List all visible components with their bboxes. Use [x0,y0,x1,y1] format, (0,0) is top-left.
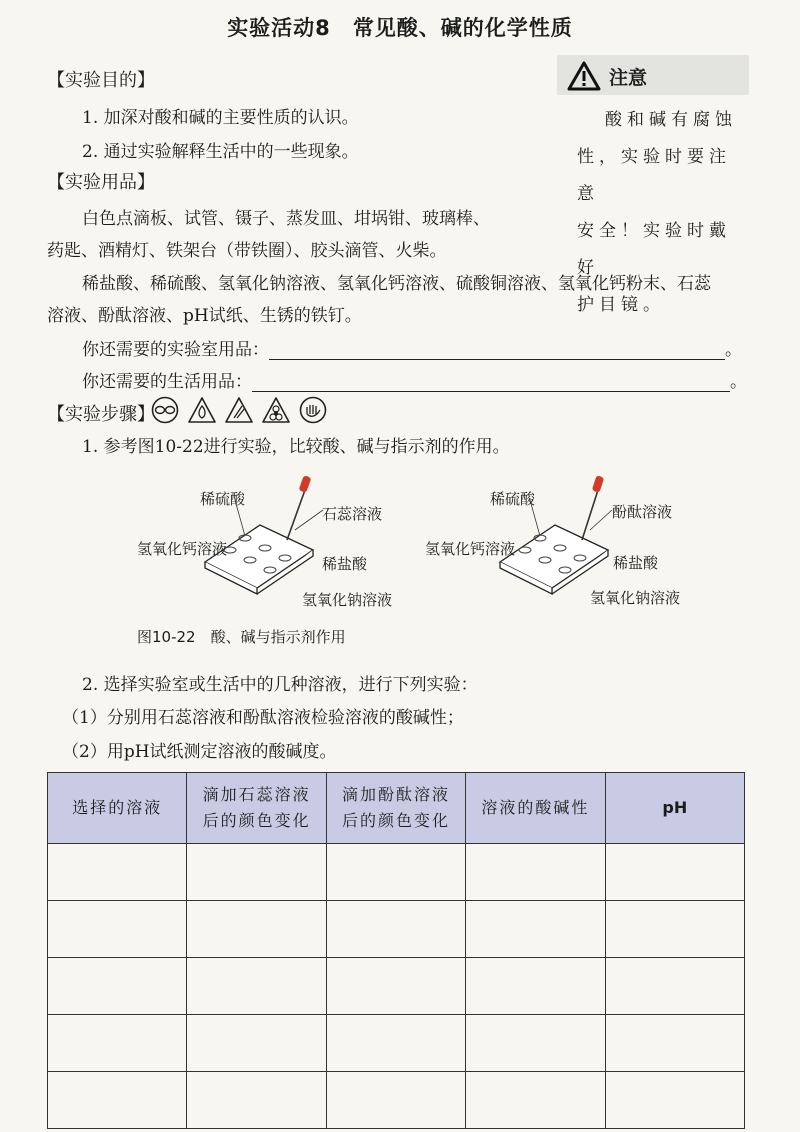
notice-header [557,55,749,95]
goggles-icon [150,396,180,428]
hand-wash-icon [298,396,328,428]
table-cell[interactable] [605,958,744,1015]
supplies-line-2: 药匙、酒精灯、铁架台（带铁圈）、胶头滴管、火柴。 [47,241,447,261]
hazard-icon [261,396,291,428]
col-header-ph: pH [605,773,744,844]
table-cell[interactable] [48,844,187,901]
table-header-row [48,773,745,844]
table-cell[interactable] [187,844,326,901]
page-title [0,12,800,42]
table-cell[interactable] [326,844,465,901]
fig-left-label-c: 氢氧化钙溶液 [137,540,228,558]
fig-right-label-d: 稀盐酸 [613,554,659,572]
supplies-line-1: 白色点滴板、试管、镊子、蒸发皿、坩埚钳、玻璃棒、 [82,209,490,229]
activity-topic: 常见酸、碱的化学性质 [352,16,573,40]
figure-caption: 图10-22 酸、碱与指示剂作用 [137,628,346,646]
step-2-sub-1: （1）分别用石蕊溶液和酚酞溶液检验溶液的酸碱性； [62,708,464,728]
table-row [48,1072,745,1129]
fig-right-label-a: 稀硫酸 [490,490,536,508]
table-cell[interactable] [187,958,326,1015]
table-cell[interactable] [48,1072,187,1129]
notice-line-3: 安全！实验时戴好 [577,221,731,278]
need-life-row [82,367,747,392]
col-header-acidity: 溶液的酸碱性 [466,773,605,844]
table-row [48,901,745,958]
warning-icon [567,61,601,96]
step-2: 2. 选择实验室或生活中的几种溶液，进行下列实验： [82,675,478,695]
fig-left-label-d: 稀盐酸 [322,555,368,573]
table-cell[interactable] [466,844,605,901]
supplies-line-3: 稀盐酸、稀硫酸、氢氧化钠溶液、氢氧化钙溶液、硫酸铜溶液、氢氧化钙粉末、石蕊 [82,274,711,294]
notice-line-4: 护目镜。 [577,295,665,315]
table-row [48,844,745,901]
need-life-label: 你还需要的生活用品： [82,372,252,392]
table-cell[interactable] [187,1072,326,1129]
table-cell[interactable] [187,901,326,958]
need-lab-end: 。 [725,340,742,360]
table-cell[interactable] [48,901,187,958]
col-header-solution: 选择的溶液 [48,773,187,844]
table-cell[interactable] [466,958,605,1015]
table-cell[interactable] [326,901,465,958]
notice-body [577,102,747,324]
supplies-line-4: 溶液、酚酞溶液、pH试纸、生锈的铁钉。 [47,306,362,326]
table-cell[interactable] [605,844,744,901]
table-cell[interactable] [466,901,605,958]
steps-heading: 【实验步骤】 [47,404,155,425]
fig-left-label-a: 稀硫酸 [200,490,246,508]
need-life-end: 。 [730,372,747,392]
notice-label: 注意 [609,67,648,89]
record-table [47,772,745,1129]
table-cell[interactable] [466,1015,605,1072]
table-cell[interactable] [48,958,187,1015]
table-row [48,958,745,1015]
step-2-sub-2: （2）用pH试纸测定溶液的酸碱度。 [62,742,337,762]
supplies-heading: 【实验用品】 [47,172,155,193]
fig-right-label-c: 氢氧化钙溶液 [425,540,516,558]
table-cell[interactable] [187,1015,326,1072]
fig-left-label-e: 氢氧化钠溶液 [302,591,393,609]
table-cell[interactable] [326,958,465,1015]
heat-icon [224,396,254,428]
purpose-item-1: 1. 加深对酸和碱的主要性质的认识。 [82,108,359,128]
col-header-litmus: 滴加石蕊溶液 后的颜色变化 [187,773,326,844]
notice-line-2: 性，实验时要注意 [577,147,731,204]
purpose-heading: 【实验目的】 [47,70,155,91]
safety-icons [150,396,330,428]
need-lab-label: 你还需要的实验室用品： [82,340,269,360]
need-lab-blank[interactable] [269,341,725,360]
activity-number: 实验活动8 [227,16,331,40]
purpose-item-2: 2. 通过实验解释生活中的一些现象。 [82,142,359,162]
need-life-blank[interactable] [252,373,730,392]
table-cell[interactable] [48,1015,187,1072]
table-row [48,1015,745,1072]
fig-left-label-b: 石蕊溶液 [322,505,383,523]
col-header-phenolphthalein: 滴加酚酞溶液 后的颜色变化 [326,773,465,844]
notice-line-1: 酸和碱有腐蚀 [605,110,737,130]
table-cell[interactable] [605,1072,744,1129]
step-1: 1. 参考图10-22进行实验，比较酸、碱与指示剂的作用。 [82,437,510,457]
table-cell[interactable] [605,1015,744,1072]
table-cell[interactable] [466,1072,605,1129]
fig-right-label-e: 氢氧化钠溶液 [590,589,681,607]
table-cell[interactable] [326,1015,465,1072]
table-cell[interactable] [326,1072,465,1129]
fig-right-label-b: 酚酞溶液 [612,503,673,521]
flame-icon [187,396,217,428]
table-cell[interactable] [605,901,744,958]
need-lab-row [82,335,742,360]
